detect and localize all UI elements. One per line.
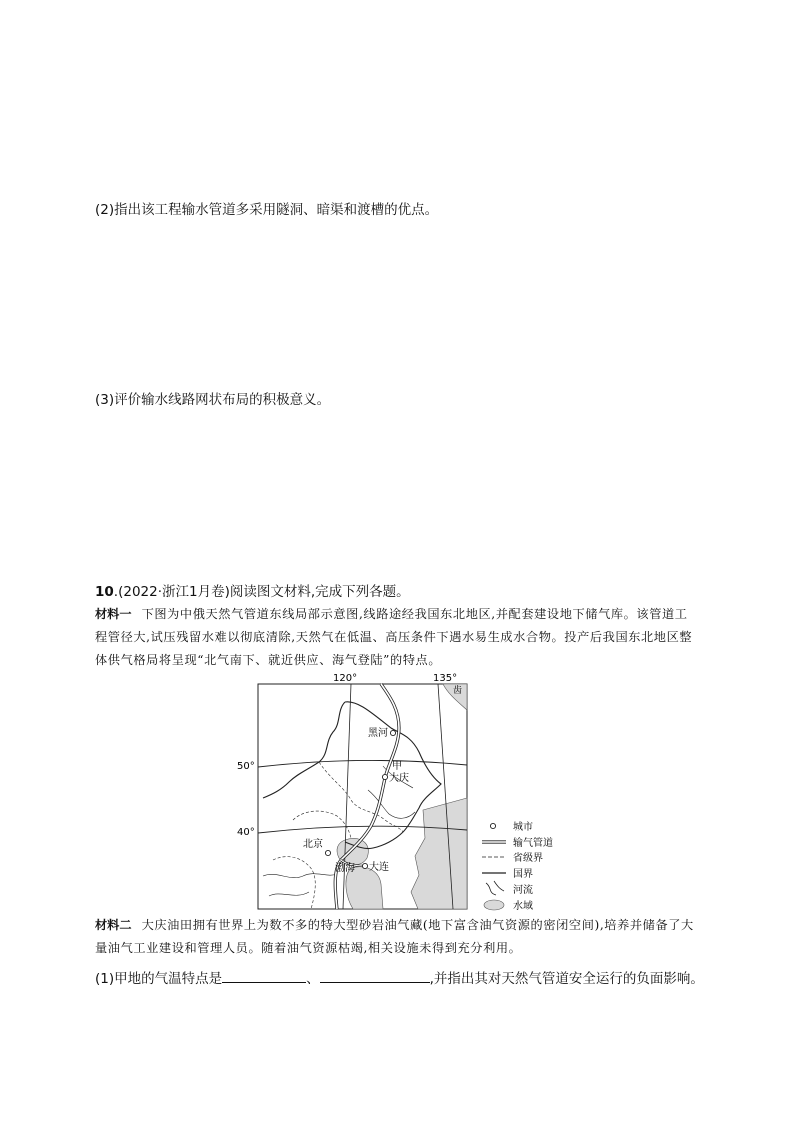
lat-label-40: 40° xyxy=(237,827,255,838)
city-dalian xyxy=(362,863,367,868)
problem-number: 10 xyxy=(95,584,114,600)
label-jia: 甲 xyxy=(392,761,402,772)
question-3: (3)评价输水线路网状布局的积极意义。 xyxy=(95,392,331,408)
label-dalian: 大连 xyxy=(369,862,389,873)
legend-river-label: 河流 xyxy=(513,885,533,896)
material-2-text: 大庆油田拥有世界上为数不多的特大型砂岩油气藏(地下富含油气资源的密闭空间),培养并储备了大量油气工业建设和管理人员。随着油气资源枯竭,相关设施未得到充分利用。 xyxy=(95,918,694,955)
label-bohai: 渤海 xyxy=(335,863,355,874)
legend-river-icon xyxy=(486,881,504,895)
lat-label-50: 50° xyxy=(237,761,255,772)
question-2: (2)指出该工程输水管道多采用隧洞、暗渠和渡槽的优点。 xyxy=(95,202,439,218)
legend-city-icon xyxy=(490,823,495,828)
legend-national-label: 国界 xyxy=(513,869,533,880)
city-daqing xyxy=(382,774,387,779)
question-1-part2: ,并指出其对天然气管道安全运行的负面影响。 xyxy=(429,971,704,987)
corner-label: 齿 xyxy=(453,686,463,696)
city-beijing xyxy=(325,850,330,855)
label-beijing: 北京 xyxy=(303,839,323,850)
material-2 xyxy=(95,914,700,960)
map-legend xyxy=(480,815,570,915)
city-heihe xyxy=(390,730,395,735)
question-1-part1: (1)甲地的气温特点是 xyxy=(95,971,223,987)
question-1 xyxy=(95,968,705,990)
material-2-label: 材料二 xyxy=(95,918,132,932)
label-daqing: 大庆 xyxy=(389,773,409,784)
answer-blank-1[interactable] xyxy=(222,968,306,983)
question-1-sep: 、 xyxy=(306,971,320,987)
problem-10-heading xyxy=(95,580,410,600)
material-1-text: 下图为中俄天然气管道东线局部示意图,线路途经我国东北地区,并配套建设地下储气库。该管道工程管径大,试压残留水难以彻底清除,天然气在低温、高压条件下遇水易生成水合物。投产后我国东北地区整体供气格局将呈现“北气南下、就近供应、海气登陆”的特点。 xyxy=(95,607,693,667)
legend-water-icon xyxy=(484,900,504,910)
problem-source: .(2022·浙江1月卷)阅读图文材料,完成下列各题。 xyxy=(113,584,410,600)
pipeline-map xyxy=(233,670,483,912)
legend-city-label: 城市 xyxy=(513,822,533,833)
lon-label-135: 135° xyxy=(433,673,458,684)
legend-water-label: 水域 xyxy=(513,901,533,912)
answer-blank-2[interactable] xyxy=(320,968,430,983)
label-heihe: 黑河 xyxy=(368,728,388,739)
lon-label-120: 120° xyxy=(333,673,358,684)
legend-pipeline-label: 输气管道 xyxy=(513,838,553,849)
legend-province-label: 省级界 xyxy=(513,853,543,864)
material-1-label: 材料一 xyxy=(95,607,132,621)
material-1 xyxy=(95,603,700,672)
